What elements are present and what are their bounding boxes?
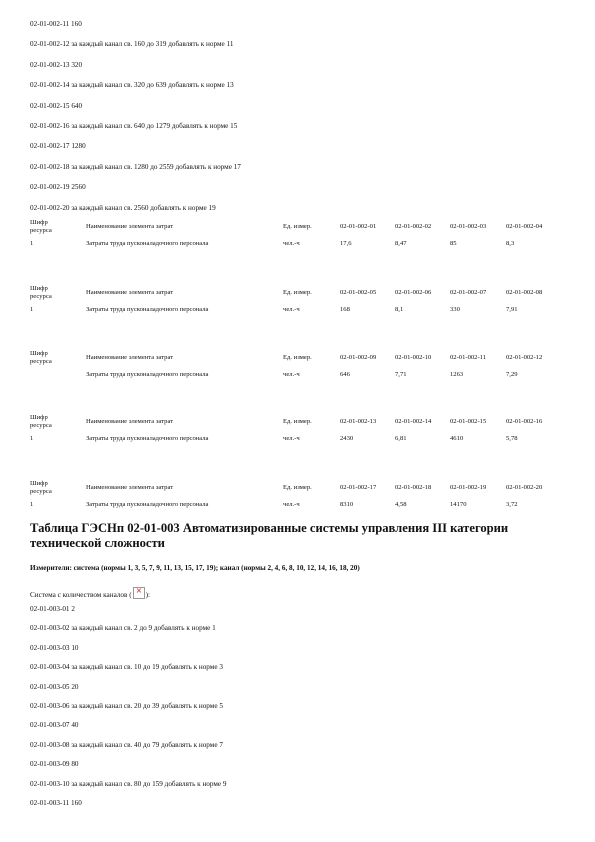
cell-unit: чел.-ч: [283, 371, 300, 378]
norm-line: 02-01-003-10 за каждый канал св. 80 до 159 добавлять к норме 9: [30, 779, 227, 788]
header-norm-code: 02-01-002-20: [506, 484, 543, 491]
norm-line: 02-01-002-18 за каждый канал св. 1280 до 2559 добавлять к норме 17: [30, 162, 241, 171]
system-line-text-after: ):: [145, 591, 150, 599]
cell-code: 1: [30, 306, 34, 313]
norm-line: 02-01-003-01 2: [30, 605, 75, 613]
cell-value: 7,71: [395, 371, 407, 378]
cell-value: 8310: [340, 501, 354, 508]
cell-unit: чел.-ч: [283, 501, 300, 508]
norm-line: 02-01-002-17 1280: [30, 142, 86, 151]
cell-value: 8,3: [506, 240, 515, 247]
header-norm-code: 02-01-002-07: [450, 289, 487, 296]
cell-code: 1: [30, 501, 34, 508]
header-norm-code: 02-01-002-17: [340, 484, 377, 491]
header-unit: Ед. измер.: [283, 223, 312, 230]
cell-value: 4,58: [395, 501, 407, 508]
header-norm-code: 02-01-002-13: [340, 418, 377, 425]
header-code: Шифр ресурса: [30, 480, 52, 495]
system-line: [30, 587, 150, 599]
norm-line: 02-01-002-13 320: [30, 60, 83, 69]
cell-value: 1263: [450, 371, 464, 378]
resource-table: [30, 219, 570, 251]
cell-value: 646: [340, 371, 350, 378]
norm-line: 02-01-003-07 40: [30, 721, 79, 730]
header-norm-code: 02-01-002-19: [450, 484, 487, 491]
header-norm-code: 02-01-002-18: [395, 484, 432, 491]
header-norm-code: 02-01-002-02: [395, 223, 432, 230]
header-norm-code: 02-01-002-01: [340, 223, 377, 230]
cell-value: 14170: [450, 501, 467, 508]
header-name: Наименование элемента затрат: [86, 354, 174, 361]
norm-line: 02-01-003-03 10: [30, 643, 79, 652]
header-name: Наименование элемента затрат: [86, 484, 174, 491]
header-name: Наименование элемента затрат: [86, 289, 174, 296]
header-unit: Ед. измер.: [283, 354, 312, 361]
cell-unit: чел.-ч: [283, 240, 300, 247]
header-norm-code: 02-01-002-16: [506, 418, 543, 425]
resource-table: [30, 414, 570, 446]
norm-line: 02-01-003-05 20: [30, 682, 79, 691]
cell-value: 330: [450, 306, 460, 313]
header-code: Шифр ресурса: [30, 414, 52, 429]
cell-value: 2430: [340, 435, 354, 442]
cell-value: 3,72: [506, 501, 518, 508]
norm-line: 02-01-002-16 за каждый канал св. 640 до 1279 добавлять к норме 15: [30, 122, 238, 130]
cell-unit: чел.-ч: [283, 306, 300, 313]
resource-table: [30, 480, 570, 512]
cell-name: Затраты труда пусконаладочного персонала: [86, 306, 209, 313]
norm-line: 02-01-003-11 160: [30, 799, 82, 807]
norm-line: 02-01-003-08 за каждый канал св. 40 до 79 добавлять к норме 7: [30, 740, 223, 749]
header-norm-code: 02-01-002-06: [395, 289, 432, 296]
header-norm-code: 02-01-002-08: [506, 289, 543, 296]
cell-name: Затраты труда пусконаладочного персонала: [86, 240, 209, 247]
cell-value: 168: [340, 306, 350, 313]
norm-line: 02-01-002-14 за каждый канал св. 320 до 639 добавлять к норме 13: [30, 81, 234, 90]
header-code: Шифр ресурса: [30, 285, 52, 300]
header-code: Шифр ресурса: [30, 219, 52, 234]
header-name: Наименование элемента затрат: [86, 418, 174, 425]
norm-line: 02-01-002-15 640: [30, 101, 83, 110]
cell-name: Затраты труда пусконаладочного персонала: [86, 371, 209, 378]
header-norm-code: 02-01-002-10: [395, 354, 432, 361]
header-unit: Ед. измер.: [283, 418, 312, 425]
cell-value: 5,78: [506, 435, 518, 442]
cell-value: 4610: [450, 435, 464, 442]
norm-line: 02-01-003-04 за каждый канал св. 10 до 19 добавлять к норме 3: [30, 663, 223, 672]
cell-value: 17,6: [340, 240, 352, 247]
norm-line: 02-01-003-02 за каждый канал св. 2 до 9 добавлять к норме 1: [30, 624, 216, 633]
meters-line: Измерители: система (нормы 1, 3, 5, 7, 9, 11, 13, 15, 17, 19); канал (нормы 2, 4, 6, 8, 10, 12, 14, 16, 18, 20): [30, 564, 360, 572]
header-unit: Ед. измер.: [283, 289, 312, 296]
header-norm-code: 02-01-002-11: [450, 354, 487, 361]
resource-table: [30, 350, 570, 382]
header-unit: Ед. измер.: [283, 484, 312, 491]
cell-code: 1: [30, 240, 34, 247]
header-norm-code: 02-01-002-14: [395, 418, 432, 425]
broken-image-icon: [133, 587, 145, 599]
header-norm-code: 02-01-002-03: [450, 223, 487, 230]
header-norm-code: 02-01-002-15: [450, 418, 487, 425]
resource-table: [30, 285, 570, 317]
cell-unit: чел.-ч: [283, 435, 300, 442]
norm-line: 02-01-002-12 за каждый канал св. 160 до 319 добавлять к норме 11: [30, 40, 234, 49]
cell-value: 7,29: [506, 371, 518, 378]
cell-name: Затраты труда пусконаладочного персонала: [86, 435, 209, 442]
cell-value: 7,91: [506, 306, 518, 313]
norm-line: 02-01-003-09 80: [30, 760, 79, 769]
norm-line: 02-01-003-06 за каждый канал св. 20 до 39 добавлять к норме 5: [30, 702, 223, 710]
header-norm-code: 02-01-002-12: [506, 354, 543, 361]
cell-value: 6,81: [395, 435, 407, 442]
cell-value: 8,47: [395, 240, 407, 247]
cell-value: 8,1: [395, 306, 404, 313]
header-norm-code: 02-01-002-05: [340, 289, 377, 296]
cell-name: Затраты труда пусконаладочного персонала: [86, 501, 209, 508]
section-title: Таблица ГЭСНп 02-01-003 Автоматизированные системы управления III категории технической сложности: [30, 521, 509, 550]
system-line-text-before: Система с количеством каналов (: [30, 591, 132, 599]
header-norm-code: 02-01-002-04: [506, 223, 543, 230]
cell-code: 1: [30, 435, 34, 442]
header-norm-code: 02-01-002-09: [340, 354, 377, 361]
header-name: Наименование элемента затрат: [86, 223, 174, 230]
cell-value: 85: [450, 240, 457, 247]
norm-line: 02-01-002-19 2560: [30, 183, 86, 192]
norm-line: 02-01-002-20 за каждый канал св. 2560 добавлять к норме 19: [30, 203, 216, 212]
norm-line: 02-01-002-11 160: [30, 20, 82, 28]
header-code: Шифр ресурса: [30, 350, 52, 365]
